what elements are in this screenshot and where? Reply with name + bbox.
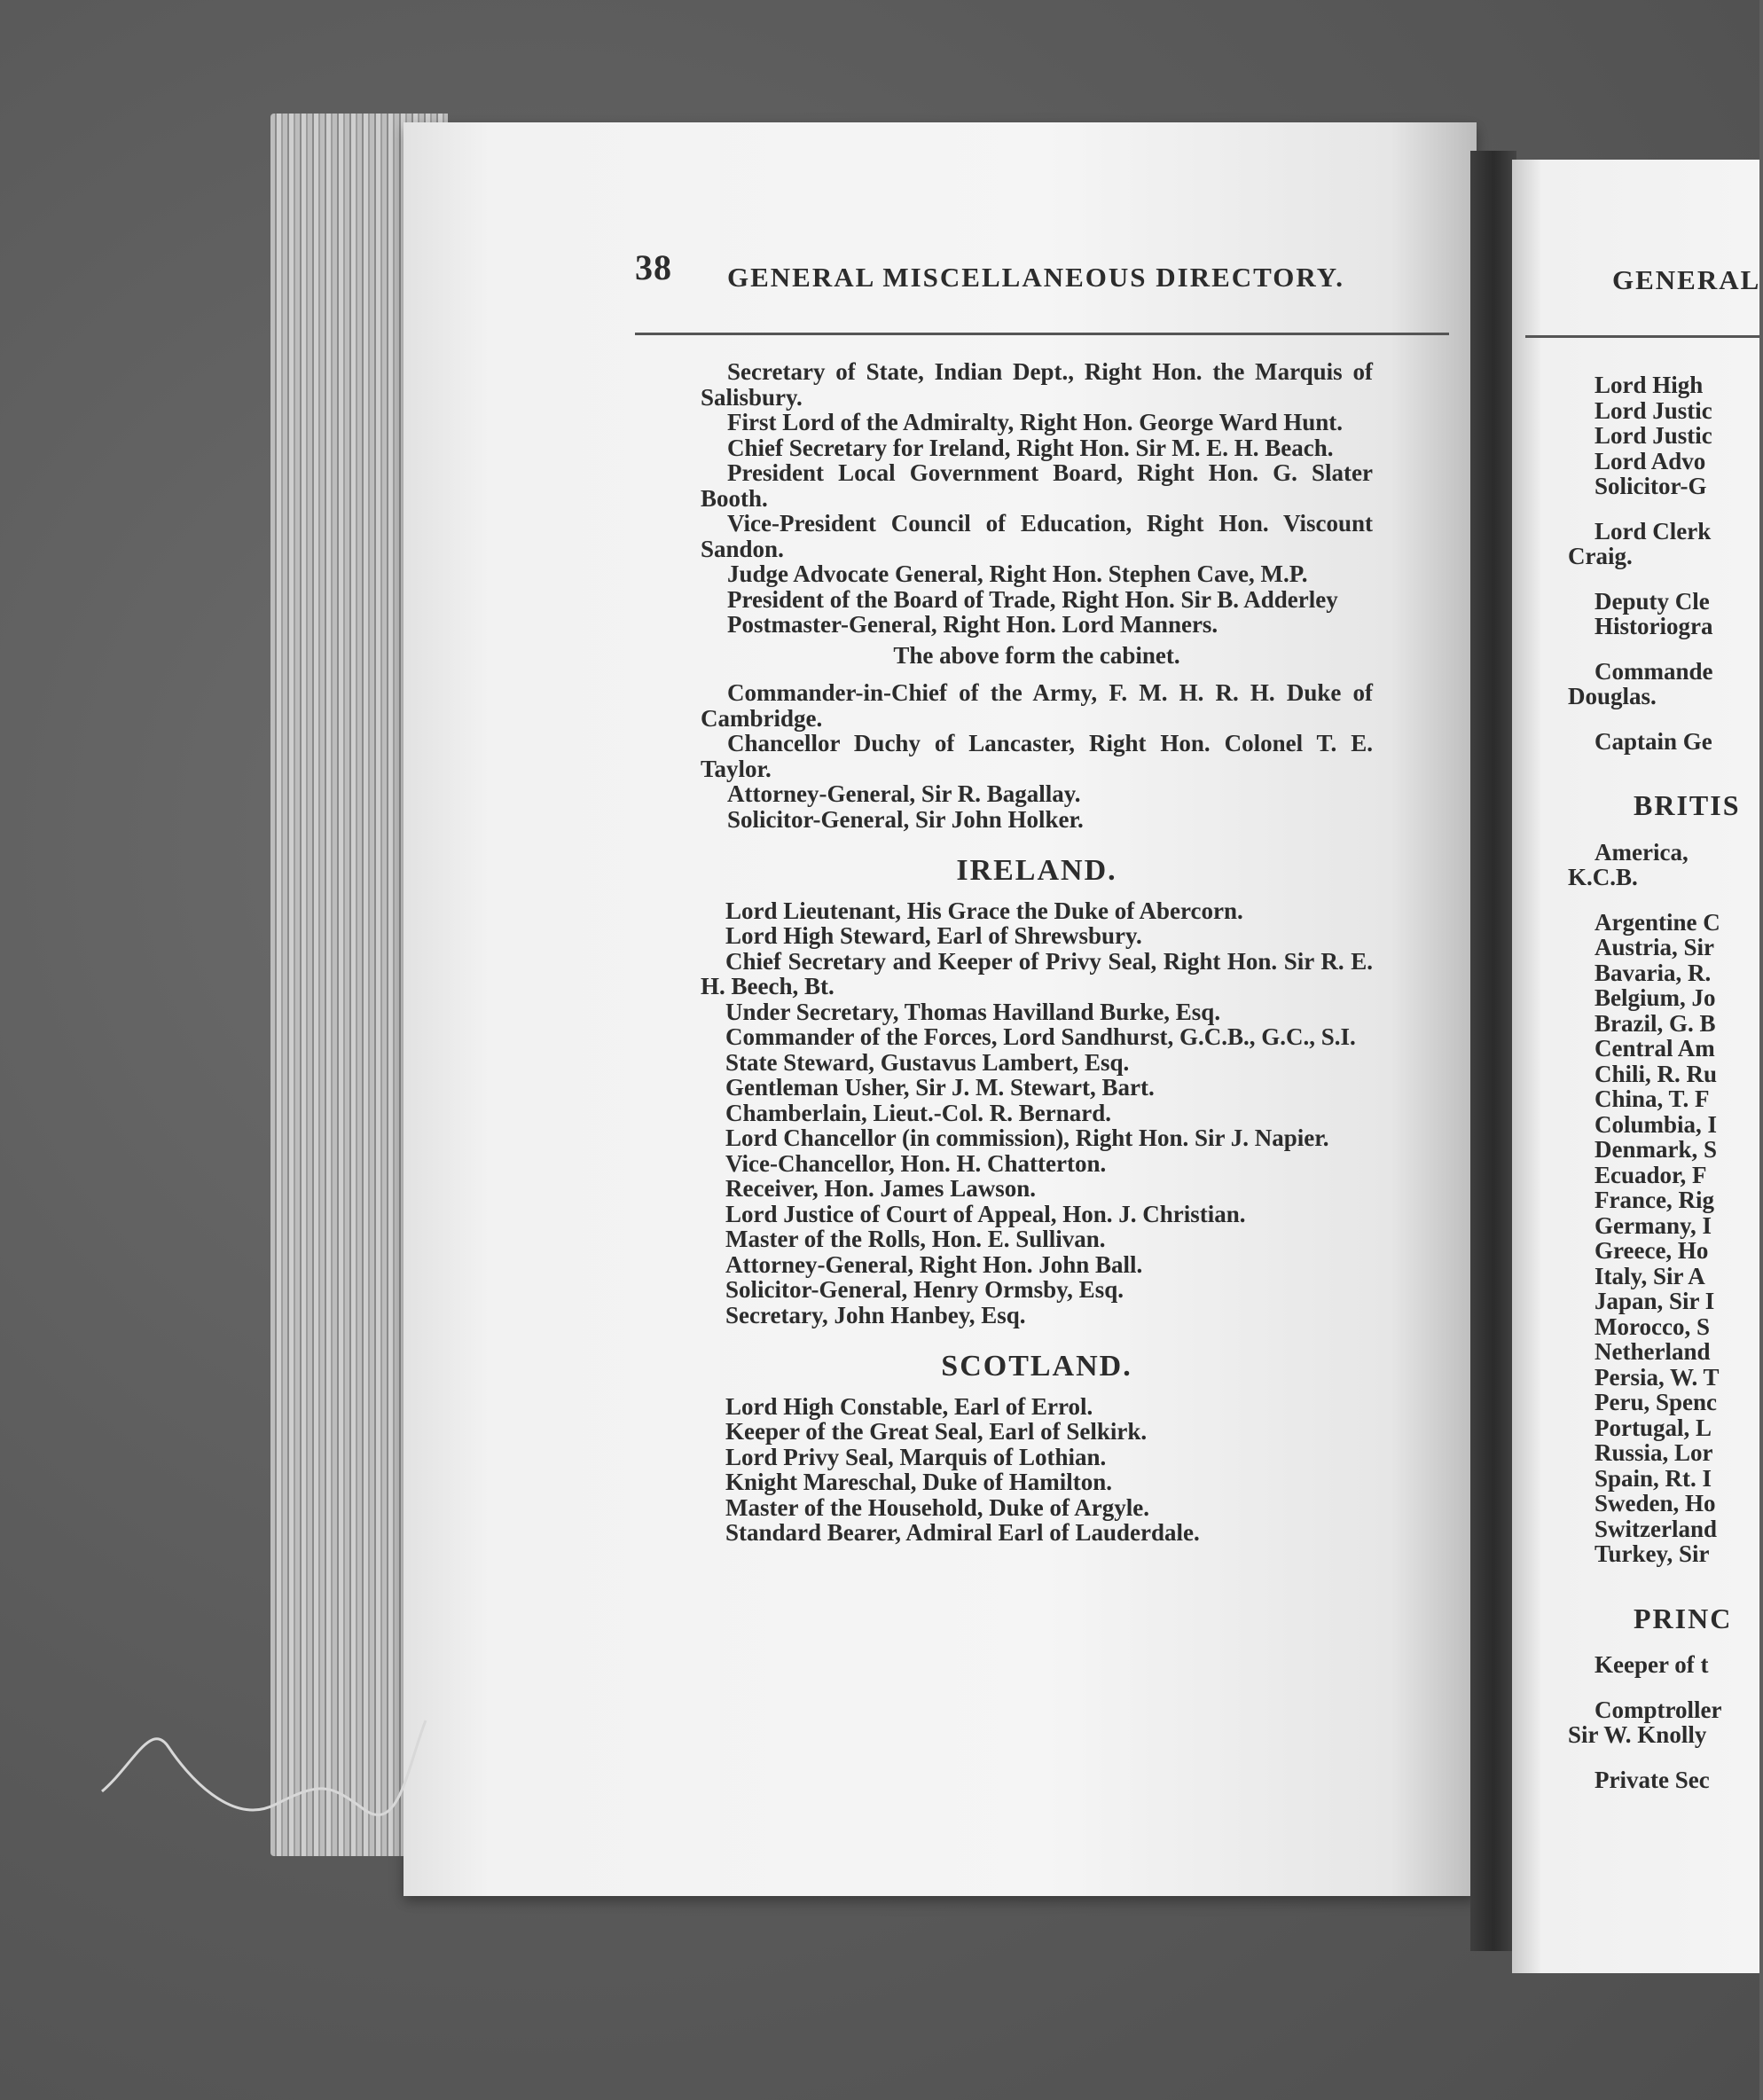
right-running-head: GENERAL	[1612, 264, 1761, 295]
right-line: Japan, Sir I	[1595, 1288, 1715, 1314]
right-line: Douglas.	[1568, 683, 1657, 709]
directory-entry: Lord Privy Seal, Marquis of Lothian.	[725, 1443, 1107, 1470]
stray-thread	[98, 1712, 435, 1907]
right-line: Belgium, Jo	[1595, 984, 1716, 1011]
right-line: Captain Ge	[1595, 727, 1712, 755]
cabinet-note: The above form the cabinet.	[893, 641, 1180, 669]
right-line: Lord High	[1595, 372, 1704, 398]
right-line: Columbia, I	[1595, 1110, 1718, 1138]
right-line: Commande	[1595, 657, 1713, 685]
directory-entry: Secretary, John Hanbey, Esq.	[725, 1301, 1026, 1328]
directory-entry: Master of the Rolls, Hon. E. Sullivan.	[725, 1226, 1106, 1252]
directory-entry: President of the Board of Trade, Right Hon. Sir B. Adderley	[727, 585, 1338, 613]
right-line: Central Am	[1595, 1035, 1715, 1062]
right-line: Persia, W. T	[1595, 1363, 1720, 1391]
right-line: Bavaria, R.	[1595, 959, 1712, 986]
right-line: France, Rig	[1595, 1187, 1714, 1213]
directory-entry: Lord High Constable, Earl of Errol.	[725, 1392, 1093, 1420]
directory-entry: Postmaster-General, Right Hon. Lord Manners.	[727, 611, 1218, 638]
directory-entry: Solicitor-General, Henry Ormsby, Esq.	[725, 1276, 1124, 1303]
right-line: China, T. F	[1595, 1085, 1710, 1112]
directory-entry: Judge Advocate General, Right Hon. Stephen Cave, M.P.	[727, 560, 1308, 587]
section-title-ireland: IRELAND.	[956, 854, 1117, 887]
header-rule	[635, 333, 1449, 335]
directory-entry: President Local Government Board, Right Hon. G. Slater Booth.	[701, 459, 1373, 512]
right-line: Brazil, G. B	[1595, 1009, 1716, 1037]
right-line: Keeper of t	[1595, 1651, 1709, 1678]
book-gutter	[1470, 151, 1516, 1951]
right-line: Portugal, L	[1595, 1414, 1712, 1441]
directory-entry: Receiver, Hon. James Lawson.	[725, 1175, 1036, 1202]
left-page-body	[701, 359, 1373, 1546]
right-line: Craig.	[1568, 543, 1633, 569]
right-line: America,	[1595, 838, 1689, 866]
directory-entry: Chancellor Duchy of Lancaster, Right Hon. Colonel T. E. Taylor.	[701, 730, 1373, 782]
directory-entry: Chief Secretary for Ireland, Right Hon. Sir M. E. H. Beach.	[727, 434, 1334, 461]
right-line: Chili, R. Ru	[1595, 1060, 1718, 1087]
right-line: Private Sec	[1595, 1766, 1710, 1793]
directory-entry: First Lord of the Admiralty, Right Hon. George Ward Hunt.	[727, 409, 1343, 435]
right-line: Sweden, Ho	[1595, 1490, 1716, 1516]
right-line: Morocco, S	[1595, 1312, 1710, 1340]
directory-entry: Lord Chancellor (in commission), Right Hon. Sir J. Napier.	[725, 1124, 1329, 1151]
directory-entry: Lord Justice of Court of Appeal, Hon. J. Christian.	[725, 1200, 1246, 1227]
right-page-body	[1568, 372, 1763, 1793]
directory-entry: Lord High Steward, Earl of Shrewsbury.	[725, 922, 1142, 949]
right-line: Lord Clerk	[1595, 517, 1712, 545]
directory-entry: Chamberlain, Lieut.-Col. R. Bernard.	[725, 1099, 1111, 1126]
right-line: Lord Advo	[1595, 447, 1706, 474]
right-section-title: PRINC	[1634, 1602, 1733, 1634]
directory-entry: Secretary of State, Indian Dept., Right Hon. the Marquis of Salisbury.	[701, 358, 1373, 411]
right-line: Historiogra	[1595, 613, 1713, 639]
directory-entry: Commander-in-Chief of the Army, F. M. H. R. H. Duke of Cambridge.	[701, 679, 1373, 732]
directory-entry: Commander of the Forces, Lord Sandhurst, G.C.B., G.C., S.I.	[725, 1023, 1356, 1050]
right-line: Lord Justic	[1595, 422, 1712, 449]
right-line: Ecuador, F	[1595, 1161, 1707, 1188]
right-line: Solicitor-G	[1595, 473, 1707, 499]
directory-entry: Vice-Chancellor, Hon. H. Chatterton.	[725, 1149, 1107, 1177]
right-header-rule	[1525, 335, 1759, 338]
right-line: Turkey, Sir	[1595, 1540, 1710, 1567]
right-line: K.C.B.	[1568, 864, 1638, 890]
directory-entry: Solicitor-General, Sir John Holker.	[727, 805, 1084, 833]
right-line: Austria, Sir	[1595, 934, 1714, 960]
right-line: Comptroller	[1595, 1696, 1722, 1723]
directory-entry: Gentleman Usher, Sir J. M. Stewart, Bart.	[725, 1074, 1155, 1101]
directory-entry: State Steward, Gustavus Lambert, Esq.	[725, 1048, 1130, 1076]
right-line: Peru, Spenc	[1595, 1389, 1717, 1415]
right-line: Greece, Ho	[1595, 1237, 1709, 1264]
right-section-title: BRITIS	[1634, 789, 1741, 821]
directory-entry: Master of the Household, Duke of Argyle.	[725, 1493, 1149, 1521]
directory-entry: Attorney-General, Right Hon. John Ball.	[725, 1250, 1143, 1278]
right-line: Spain, Rt. I	[1595, 1464, 1712, 1492]
running-head: GENERAL MISCELLANEOUS DIRECTORY.	[727, 262, 1344, 293]
right-line: Sir W. Knolly	[1568, 1721, 1707, 1748]
right-line: Argentine C	[1595, 908, 1720, 936]
directory-entry: Under Secretary, Thomas Havilland Burke, Esq.	[725, 998, 1221, 1025]
right-line: Deputy Cle	[1595, 587, 1710, 615]
directory-entry: Knight Mareschal, Duke of Hamilton.	[725, 1469, 1113, 1495]
right-line: Switzerland	[1595, 1515, 1717, 1542]
right-line: Lord Justic	[1595, 396, 1712, 424]
directory-entry: Chief Secretary and Keeper of Privy Seal, Right Hon. Sir R. E. H. Beech, Bt.	[701, 947, 1373, 999]
directory-entry: Keeper of the Great Seal, Earl of Selkirk.	[725, 1418, 1148, 1445]
directory-entry: Standard Bearer, Admiral Earl of Lauderdale.	[725, 1519, 1200, 1546]
page-number: 38	[635, 247, 672, 287]
right-line: Germany, I	[1595, 1211, 1712, 1239]
right-line: Russia, Lor	[1595, 1439, 1713, 1466]
directory-entry: Lord Lieutenant, His Grace the Duke of Abercorn.	[725, 897, 1243, 924]
right-line: Italy, Sir A	[1595, 1262, 1705, 1289]
right-line: Netherland	[1595, 1338, 1711, 1365]
right-line: Denmark, S	[1595, 1136, 1718, 1163]
section-title-scotland: SCOTLAND.	[941, 1350, 1132, 1383]
directory-entry: Attorney-General, Sir R. Bagallay.	[727, 780, 1081, 807]
directory-entry: Vice-President Council of Education, Right Hon. Viscount Sandon.	[701, 510, 1373, 562]
